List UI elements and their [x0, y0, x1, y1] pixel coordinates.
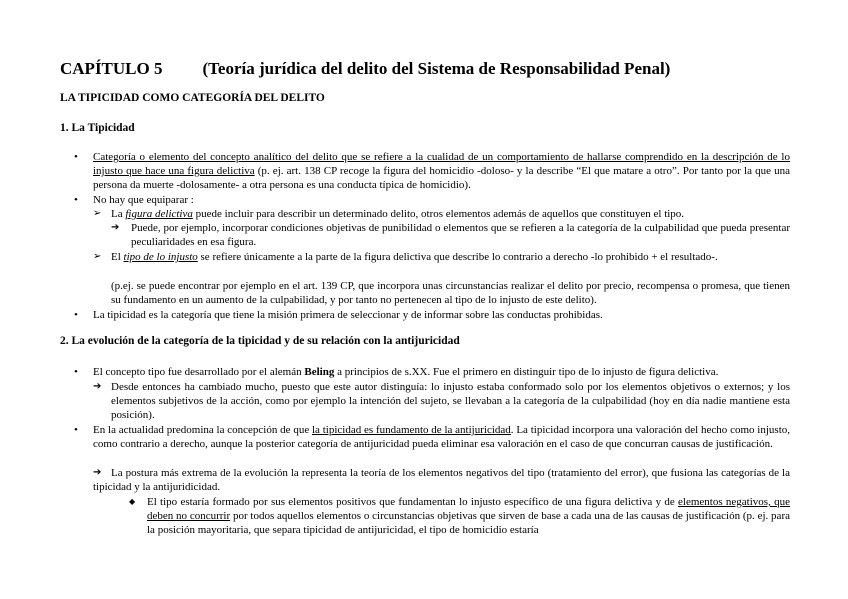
paragraph-condiciones: Puede, por ejemplo, incorporar condiciones objetivas de punibilidad o elementos que se refieren a la categoría de la culpabilidad que pueda presentar peculiaridades en esa figura.	[131, 222, 790, 248]
paragraph-desde-entonces: Desde entonces ha cambiado mucho, puesto que este autor distinguía: lo injusto estaba conformado solo por los elementos objetivos o externos; y los elementos subjetivos de la acción, como por ejemplo la intención del sujeto, se llevaban a la categoría de la culpabilidad (hoy en día nadie mantiene esta posición).	[111, 381, 790, 421]
term-tipo-de-lo-injusto: tipo de lo injusto	[123, 251, 198, 263]
tipicidad-fundamento-underlined: la tipicidad es fundamento de la antijuricidad	[312, 424, 511, 436]
text-fragment: El concepto tipo fue desarrollado por el alemán	[93, 366, 305, 378]
triangle-bullet-icon: ➢	[93, 251, 102, 262]
section-heading: LA TIPICIDAD COMO CATEGORÍA DEL DELITO	[60, 92, 325, 104]
chapter-subtitle: (Teoría jurídica del delito del Sistema de Responsabilidad Penal)	[202, 59, 671, 78]
bullet-icon: •	[74, 151, 78, 163]
arrow-icon: ➔	[111, 222, 120, 233]
text-fragment: La	[111, 208, 126, 220]
text-fragment: En la actualidad predomina la concepción de que	[93, 424, 312, 436]
text-fragment: a principios de s.XX. Fue el primero en distinguir tipo de lo injusto de figura delictiva.	[334, 366, 719, 378]
text-fragment: puede incluir para describir un determinado delito, otros elementos además de aquellos que constituyen el tipo.	[192, 208, 685, 220]
definicion-underlined: Categoría o elemento del concepto analítico del delito que se refiere a la cualidad de un comportamiento de hallarse comprendido en la descripción de lo injusto que hace una figura delictiva	[93, 151, 790, 177]
diamond-bullet-icon: ◆	[129, 497, 136, 506]
bullet-icon: •	[74, 309, 78, 321]
bullet-icon: •	[74, 424, 78, 436]
text-fragment: se refiere únicamente a la parte de la figura delictiva que describe lo contrario a derecho -lo prohibido + el resultado-.	[197, 251, 718, 263]
paragraph-definicion	[93, 150, 790, 192]
paragraph-elementos-negativos	[147, 495, 790, 537]
text-fragment: El tipo estaría formado por sus elementos positivos que fundamentan lo injusto específico de una figura delictiva y de	[147, 496, 679, 508]
chapter-label: CAPÍTULO 5	[60, 59, 163, 78]
triangle-bullet-icon: ➢	[93, 208, 102, 219]
paragraph-postura-extrema: La postura más extrema de la evolución la representa la teoría de los elementos negativos del tipo (tratamiento del error), que fusiona las categorías de la tipicidad y la antijuridicidad.	[93, 467, 790, 493]
heading-la-tipicidad: 1. La Tipicidad	[60, 122, 135, 134]
term-figura-delictiva: figura delictiva	[125, 208, 193, 220]
text-fragment: . La tipicidad incorpora una valoración del hecho como injusto, como contrario a derecho, aunque la posterior categoría de antijuricidad pueda eliminar esa valoración en el caso de que concurran causas de justificación.	[93, 424, 791, 450]
bullet-icon: •	[74, 366, 78, 378]
paragraph-ejemplo-139: (p.ej. se puede encontrar por ejemplo en el art. 139 CP, que incorpora unas circunstancias realizar el delito por precio, recompensa o promesa, que tienen su fundamento en un aumento de la culpabilidad, y por tanto no pertenecen al tipo de lo injusto de este delito).	[111, 280, 790, 306]
paragraph-mision-tipicidad: La tipicidad es la categoría que tiene la misión primera de seleccionar y de informar sobre las conductas prohibidas.	[93, 309, 603, 321]
text-fragment: El	[111, 251, 124, 263]
paragraph-figura-delictiva	[111, 207, 684, 221]
heading-evolucion: 2. La evolución de la categoría de la tipicidad y de su relación con la antijuricidad	[60, 335, 460, 347]
bullet-icon: •	[74, 194, 78, 206]
arrow-icon: ➔	[93, 381, 102, 392]
arrow-icon: ➔	[93, 467, 102, 478]
paragraph-tipo-injusto	[111, 250, 718, 264]
definicion-rest: (p. ej. art. 138 CP recoge la figura del homicidio -doloso- y la describe “El que matare a otro”. Por tanto por la que una persona da muerte -dolosamente- a otra persona es una conducta típica de homicidio).	[93, 165, 790, 191]
paragraph-beling	[93, 365, 718, 379]
chapter-title	[60, 59, 670, 79]
elementos-negativos-underlined: elementos negativos, que deben no concurrir	[147, 496, 790, 522]
author-beling: Beling	[304, 366, 335, 378]
paragraph-no-equiparar: No hay que equiparar :	[93, 194, 194, 206]
text-fragment: por todos aquellos elementos o circunstancias objetivas que sirven de base a cada una de las causas de justificación (p. ej. para la posición mayoritaria, que separa tipicidad de antijuricidad, el tipo de homicidio estaría	[147, 510, 790, 536]
paragraph-actualidad	[93, 423, 790, 451]
